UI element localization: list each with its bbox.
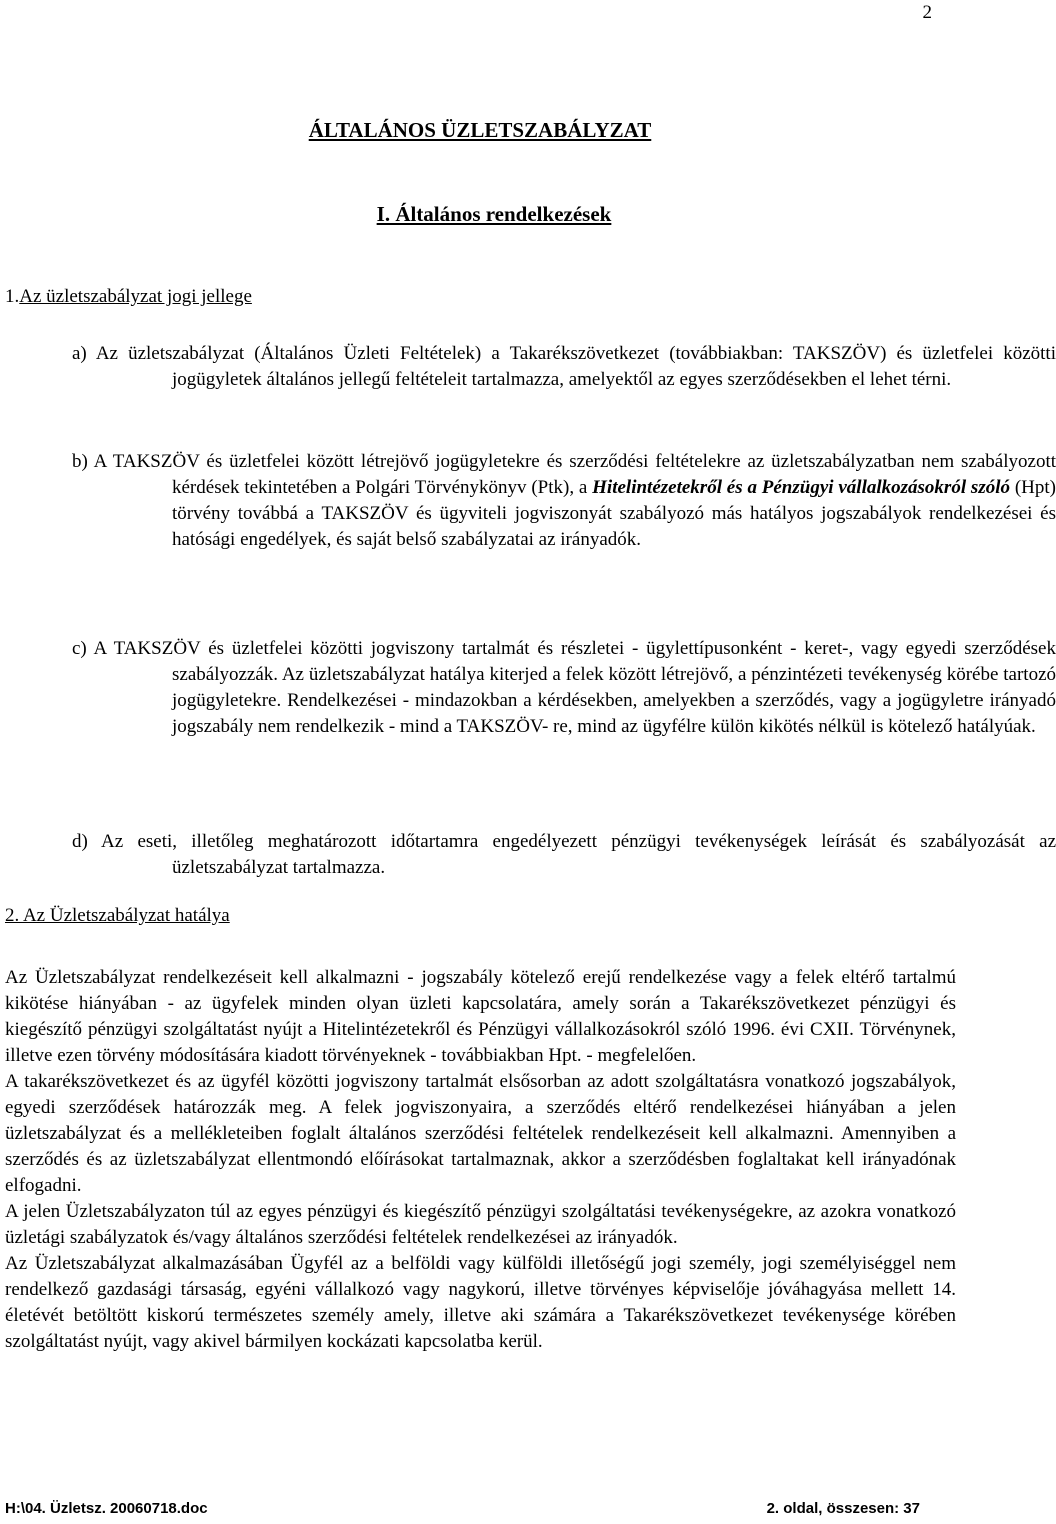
item-b-law-title: Hitelintézetekről és a Pénzügyi vállalkozásokról szóló	[592, 477, 1010, 498]
section-1-number: 1.	[5, 286, 20, 307]
paragraph-other-regulations: A jelen Üzletszabályzaton túl az egyes pénzügyi és kiegészítő pénzügyi szolgáltatási tevékenységekre, az azokra vonatkozó üzletági szabályzatok és/vagy általános szerződési feltételek rendelkezései az irányadók.	[5, 1201, 956, 1248]
document-title: ÁLTALÁNOS ÜZLETSZABÁLYZAT	[308, 118, 652, 142]
item-b	[72, 449, 1056, 553]
chapter-heading: I. Általános rendelkezések	[376, 202, 612, 226]
section-1-title: Az üzletszabályzat jogi jellege	[19, 286, 252, 307]
paragraph-legal-relationship: A takarékszövetkezet és az ügyfél közötti jogviszony tartalmát elsősorban az adott szolgáltatásra vonatkozó jogszabályok, egyedi szerződések határozzák meg. A felek jogviszonyaira, a szerződés eltérő rendelkezései hiányában a jelen üzletszabályzat és a mellékleteiben foglalt általános szerződési feltételek rendelkezéseit kell alkalmazni. Amennyiben a szerződés és az üzletszabályzat ellentmondó előírásokat tartalmaznak, akkor a szerződésben foglaltakat kell irányadónak elfogadni.	[5, 1071, 956, 1196]
item-b-text-end: (Hpt) törvény továbbá a TAKSZÖV és ügyviteli jogviszonyát szabályozó más hatályos jogszabályok rendelkezései és hatósági engedélyek, és saját belső szabályzatai az irányadók.	[172, 477, 1056, 550]
paragraph-client-definition: Az Üzletszabályzat alkalmazásában Ügyfél az a belföldi vagy külföldi illetőségű jogi személy, jogi személyiséggel nem rendelkező gazdasági társaság, egyéni vállalkozó vagy nagykorú, illetve törvényes képviselője jóváhagyása mellett 14. életévét betöltött kiskorú természetes személy amely, illetve aki számára a Takarékszövetkezet tevékenysége körében szolgáltatást nyújt, vagy akivel bármilyen kockázati kapcsolatba kerül.	[5, 1253, 956, 1352]
item-c: c) A TAKSZÖV és üzletfelei közötti jogviszony tartalmát és részletei - ügylettípusonként - keret-, vagy egyedi szerződések szabályozzák. Az üzletszabályzat hatálya kiterjed a felek között létrejövő, a pénzintézeti tevékenység körébe tartozó jogügyletekre. Rendelkezései - mindazokban a kérdésekben, amelyekben a szerződés, vagy a jogügyletre irányadó jogszabály nem rendelkezik - mind a TAKSZÖV- re, mind az ügyfélre külön kikötés nélkül is kötelező hatályúak.	[72, 638, 1056, 737]
item-d: d) Az eseti, illetőleg meghatározott időtartamra engedélyezett pénzügyi tevékenységek leírását és szabályozását az üzletszabályzat tartalmazza.	[72, 831, 1056, 878]
item-a: a) Az üzletszabályzat (Általános Üzleti Feltételek) a Takarékszövetkezet (továbbiakban: TAKSZÖV) és üzletfelei közötti jogügyletek általános jellegű feltételeit tartalmazza, amelyektől az egyes szerződésekben el lehet térni.	[72, 343, 1056, 390]
section-2-heading: 2. Az Üzletszabályzat hatálya	[5, 905, 230, 926]
paragraph-scope: Az Üzletszabályzat rendelkezéseit kell alkalmazni - jogszabály kötelező erejű rendelkezése vagy a felek eltérő tartalmú kikötése hiányában - az ügyfelek minden olyan üzleti kapcsolatára, amely során a Takarékszövetkezet pénzügyi és kiegészítő pénzügyi szolgáltatást nyújt a Hitelintézetekről és Pénzügyi vállalkozásokról szóló 1996. évi CXII. Törvénynek, illetve ezen törvény módosítására kiadott törvényeknek - továbbiakban Hpt. - megfelelően.	[5, 967, 956, 1066]
section-2-body	[5, 965, 956, 1355]
page-number: 2	[922, 2, 932, 23]
item-b-text-start: b) A TAKSZÖV és üzletfelei között létrejövő jogügyletekre és szerződési feltételekre az üzletszabályzatban nem szabályozott kérdések tekintetében a Polgári Törvénykönyv (Ptk), a	[72, 451, 1056, 498]
footer-filename: H:\04. Üzletsz. 20060718.doc	[5, 1500, 208, 1517]
section-1-heading	[5, 284, 252, 310]
footer-page-info: 2. oldal, összesen: 37	[766, 1500, 920, 1517]
